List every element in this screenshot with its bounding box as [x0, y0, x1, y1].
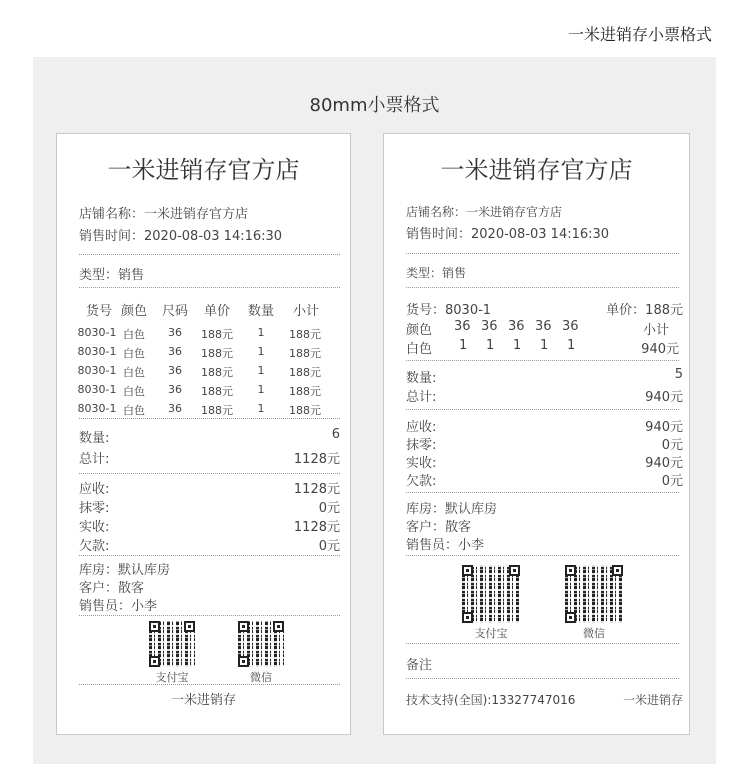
qty-row: [406, 367, 683, 386]
table-cell: 188元: [201, 366, 233, 379]
divider: [79, 555, 340, 556]
table-cell: 白色: [123, 385, 145, 398]
table-cell: 1: [257, 402, 265, 415]
divider: [406, 409, 679, 410]
subtotal-value: 940元: [641, 342, 679, 357]
divider: [406, 253, 679, 254]
qty-value: 1: [540, 338, 549, 353]
due-row: [79, 478, 340, 497]
shop-name: 一米进销存官方店: [440, 156, 633, 184]
qty-label: 数量:: [406, 371, 437, 386]
support-line: 技术支持(全国):13327747016: [406, 693, 576, 707]
column-header: 单价: [203, 304, 230, 319]
table-cell: 188元: [289, 404, 321, 417]
qty-value: 1: [459, 338, 468, 353]
divider: [406, 555, 679, 556]
alipay-caption: 支付宝: [474, 627, 508, 640]
customer-line: 客户：散客: [406, 520, 472, 535]
seller-line: 销售员：小李: [406, 538, 485, 553]
table-cell: 8030-1: [77, 326, 117, 339]
table-cell: 36: [168, 383, 182, 396]
table-cell: 白色: [123, 328, 145, 341]
table-cell: 188元: [201, 404, 233, 417]
item-price: 单价：188元: [606, 303, 683, 318]
table-cell: 188元: [201, 347, 233, 360]
shop-name: 一米进销存官方店: [107, 156, 300, 184]
column-header: 数量: [247, 304, 274, 319]
due-label: 应收:: [79, 482, 110, 497]
table-cell: 8030-1: [77, 345, 117, 358]
qty-value: 1: [513, 338, 522, 353]
paid-row: [406, 452, 683, 471]
size-value: 36: [535, 319, 552, 334]
owed-row: [406, 470, 683, 489]
table-cell: 白色: [123, 366, 145, 379]
seller-line: 销售员：小李: [79, 599, 158, 614]
receipt-compact-format[interactable]: [383, 133, 690, 735]
paid-label: 实收:: [406, 456, 437, 471]
qty-value: 5: [674, 367, 683, 382]
warehouse-line: 库房：默认库房: [79, 563, 171, 578]
table-cell: 1: [257, 326, 265, 339]
qty-row: [79, 427, 340, 446]
owed-label: 欠款:: [406, 474, 437, 489]
due-value: 940元: [645, 420, 683, 435]
note-label: 备注: [406, 658, 433, 673]
wechat-qr-icon: [565, 565, 623, 623]
due-value: 1128元: [293, 482, 340, 497]
store-name-line: 店铺名称：一米进销存官方店: [406, 205, 563, 219]
table-cell: 白色: [123, 347, 145, 360]
footer-brand: 一米进销存: [170, 693, 236, 708]
rounding-label: 抹零:: [79, 501, 110, 516]
wechat-caption: 微信: [250, 671, 272, 684]
total-row: [79, 448, 340, 467]
subtotal-label: 小计: [642, 323, 669, 338]
qty-value: 1: [567, 338, 576, 353]
table-cell: 8030-1: [77, 402, 117, 415]
receipt-table-format[interactable]: [56, 133, 351, 735]
page-title: 一米进销存小票格式: [567, 25, 712, 44]
table-cell: 188元: [289, 385, 321, 398]
color-value: 白色: [406, 342, 433, 357]
table-cell: 1: [257, 345, 265, 358]
table-cell: 8030-1: [77, 364, 117, 377]
sale-time-line: 销售时间：2020-08-03 14:16:30: [406, 227, 610, 242]
column-header: 货号: [85, 304, 112, 319]
table-cell: 1: [257, 364, 265, 377]
owed-value: 0元: [318, 539, 340, 554]
color-label: 颜色: [406, 323, 433, 338]
owed-value: 0元: [661, 474, 683, 489]
table-cell: 36: [168, 364, 182, 377]
size-value: 36: [481, 319, 498, 334]
owed-label: 欠款:: [79, 539, 110, 554]
divider: [79, 418, 340, 419]
total-label: 总计:: [406, 390, 437, 405]
divider: [79, 473, 340, 474]
wechat-qr-icon: [238, 621, 284, 667]
qty-label: 数量:: [79, 431, 110, 446]
type-line: 类型：销售: [79, 268, 145, 283]
size-value: 36: [454, 319, 471, 334]
total-value: 940元: [645, 390, 683, 405]
total-label: 总计:: [79, 452, 110, 467]
table-cell: 188元: [201, 328, 233, 341]
table-cell: 188元: [289, 366, 321, 379]
items-table: [57, 300, 350, 417]
qty-value: 6: [331, 427, 340, 442]
size-value: 36: [562, 319, 579, 334]
alipay-qr-icon: [462, 565, 520, 623]
paid-value: 940元: [645, 456, 683, 471]
panel-title: 80mm小票格式: [309, 95, 440, 116]
total-value: 1128元: [293, 452, 340, 467]
table-cell: 8030-1: [77, 383, 117, 396]
warehouse-line: 库房：默认库房: [406, 502, 498, 517]
column-header: 尺码: [161, 304, 188, 319]
rounding-label: 抹零:: [406, 438, 437, 453]
preview-panel: [33, 57, 716, 764]
divider: [406, 678, 679, 679]
table-cell: 36: [168, 402, 182, 415]
table-cell: 188元: [289, 347, 321, 360]
footer-brand: 一米进销存: [622, 693, 683, 707]
type-line: 类型：销售: [406, 266, 467, 280]
item-code: 货号：8030-1: [406, 303, 492, 318]
divider: [79, 684, 340, 685]
paid-row: [79, 516, 340, 535]
customer-line: 客户：散客: [79, 581, 145, 596]
alipay-qr-icon: [149, 621, 195, 667]
table-cell: 白色: [123, 404, 145, 417]
rounding-row: [79, 497, 340, 516]
size-value: 36: [508, 319, 525, 334]
table-cell: 36: [168, 326, 182, 339]
divider: [79, 254, 340, 255]
column-header: 颜色: [120, 304, 147, 319]
divider: [406, 643, 679, 644]
column-header: 小计: [292, 304, 319, 319]
paid-label: 实收:: [79, 520, 110, 535]
owed-row: [79, 535, 340, 554]
divider: [79, 287, 340, 288]
rounding-value: 0元: [318, 501, 340, 516]
rounding-value: 0元: [661, 438, 683, 453]
sale-time-line: 销售时间：2020-08-03 14:16:30: [79, 229, 283, 244]
divider: [406, 287, 679, 288]
total-row: [406, 386, 683, 405]
alipay-caption: 支付宝: [155, 671, 189, 684]
paid-value: 1128元: [293, 520, 340, 535]
table-cell: 36: [168, 345, 182, 358]
divider: [406, 360, 679, 361]
rounding-row: [406, 434, 683, 453]
table-cell: 1: [257, 383, 265, 396]
due-label: 应收:: [406, 420, 437, 435]
qty-value: 1: [486, 338, 495, 353]
table-cell: 188元: [201, 385, 233, 398]
table-cell: 188元: [289, 328, 321, 341]
divider: [79, 615, 340, 616]
wechat-caption: 微信: [583, 627, 605, 640]
due-row: [406, 416, 683, 435]
store-name-line: 店铺名称：一米进销存官方店: [79, 207, 249, 222]
divider: [406, 492, 679, 493]
